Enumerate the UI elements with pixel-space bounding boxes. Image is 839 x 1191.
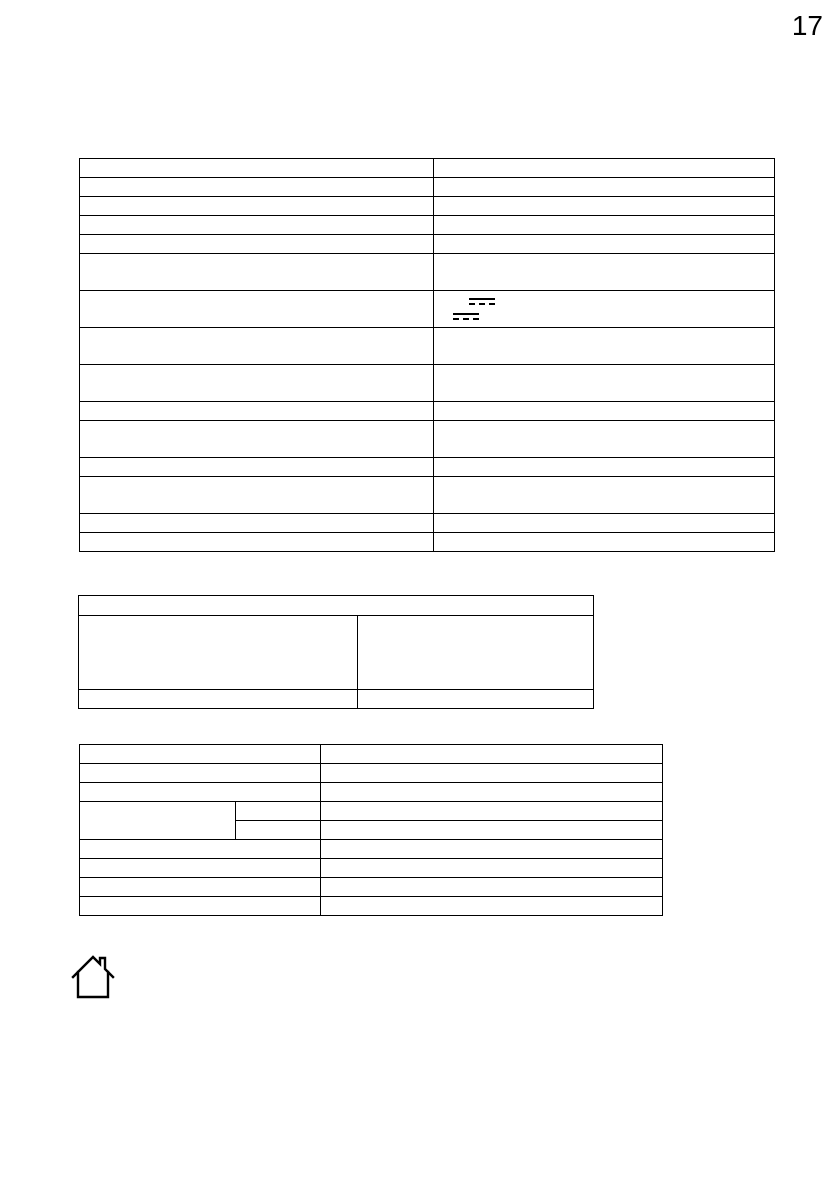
table-cell — [434, 197, 775, 216]
table-row — [80, 402, 775, 421]
table-cell — [434, 477, 775, 514]
table-row — [80, 254, 775, 291]
table-cell — [80, 402, 434, 421]
table-cell — [236, 821, 321, 840]
table-cell — [80, 197, 434, 216]
table-cell — [80, 291, 434, 328]
table-row — [80, 235, 775, 254]
table-row — [79, 690, 594, 709]
table-row — [80, 878, 663, 897]
table-row — [79, 616, 594, 690]
table-cell — [321, 878, 663, 897]
table-cell — [80, 421, 434, 458]
table-cell — [434, 159, 775, 178]
table-row — [80, 764, 663, 783]
table-cell — [80, 783, 321, 802]
table-cell — [321, 745, 663, 764]
table-cell — [434, 533, 775, 552]
table-row — [80, 477, 775, 514]
table-cell — [80, 235, 434, 254]
table-cell — [236, 802, 321, 821]
table-cell — [358, 690, 594, 709]
page-number: 17 — [791, 10, 823, 41]
table-cell — [80, 878, 321, 897]
table-row — [80, 859, 663, 878]
table-row — [80, 159, 775, 178]
table-cell — [434, 458, 775, 477]
table-cell — [434, 178, 775, 197]
table-cell — [80, 254, 434, 291]
specifications-table — [79, 158, 775, 552]
table-row — [80, 514, 775, 533]
table-header-row — [79, 596, 594, 616]
details-table — [79, 744, 663, 916]
table-cell — [434, 254, 775, 291]
table-cell — [434, 216, 775, 235]
table-row — [80, 783, 663, 802]
table-cell — [80, 458, 434, 477]
table-row — [80, 421, 775, 458]
table-cell — [434, 365, 775, 402]
table-cell — [80, 745, 321, 764]
table-cell — [80, 178, 434, 197]
table-cell — [434, 328, 775, 365]
table-cell — [434, 235, 775, 254]
table-cell — [80, 328, 434, 365]
table-cell — [80, 477, 434, 514]
table-cell — [434, 402, 775, 421]
table-row — [80, 897, 663, 916]
table-row — [80, 328, 775, 365]
summary-table — [78, 595, 594, 709]
table-cell — [80, 859, 321, 878]
dc-current-icon — [453, 311, 479, 323]
table-row — [80, 197, 775, 216]
table-cell — [358, 616, 594, 690]
table-row — [80, 840, 663, 859]
table-row — [80, 178, 775, 197]
table-cell — [80, 365, 434, 402]
table-cell — [80, 533, 434, 552]
table-cell — [321, 897, 663, 916]
dc-symbols — [437, 292, 774, 327]
table-cell — [80, 764, 321, 783]
table-cell — [434, 514, 775, 533]
table-cell — [321, 859, 663, 878]
table-cell — [321, 783, 663, 802]
table-cell — [80, 840, 321, 859]
table-row — [80, 291, 775, 328]
table-cell — [434, 291, 775, 328]
table-cell — [321, 802, 663, 821]
dc-current-icon — [469, 296, 495, 308]
table-row — [80, 533, 775, 552]
table-cell — [79, 690, 358, 709]
table-cell — [80, 159, 434, 178]
table-cell — [80, 897, 321, 916]
home-icon — [70, 955, 116, 999]
table-row — [80, 365, 775, 402]
table-cell — [79, 616, 358, 690]
table-cell — [321, 764, 663, 783]
table-cell — [80, 216, 434, 235]
table-header-cell — [79, 596, 594, 616]
table-row — [80, 745, 663, 764]
table-cell — [80, 802, 236, 840]
table-cell — [321, 821, 663, 840]
table-row — [80, 458, 775, 477]
table-cell — [80, 514, 434, 533]
table-cell — [434, 421, 775, 458]
table-cell — [321, 840, 663, 859]
table-row — [80, 216, 775, 235]
table-row — [80, 802, 663, 821]
